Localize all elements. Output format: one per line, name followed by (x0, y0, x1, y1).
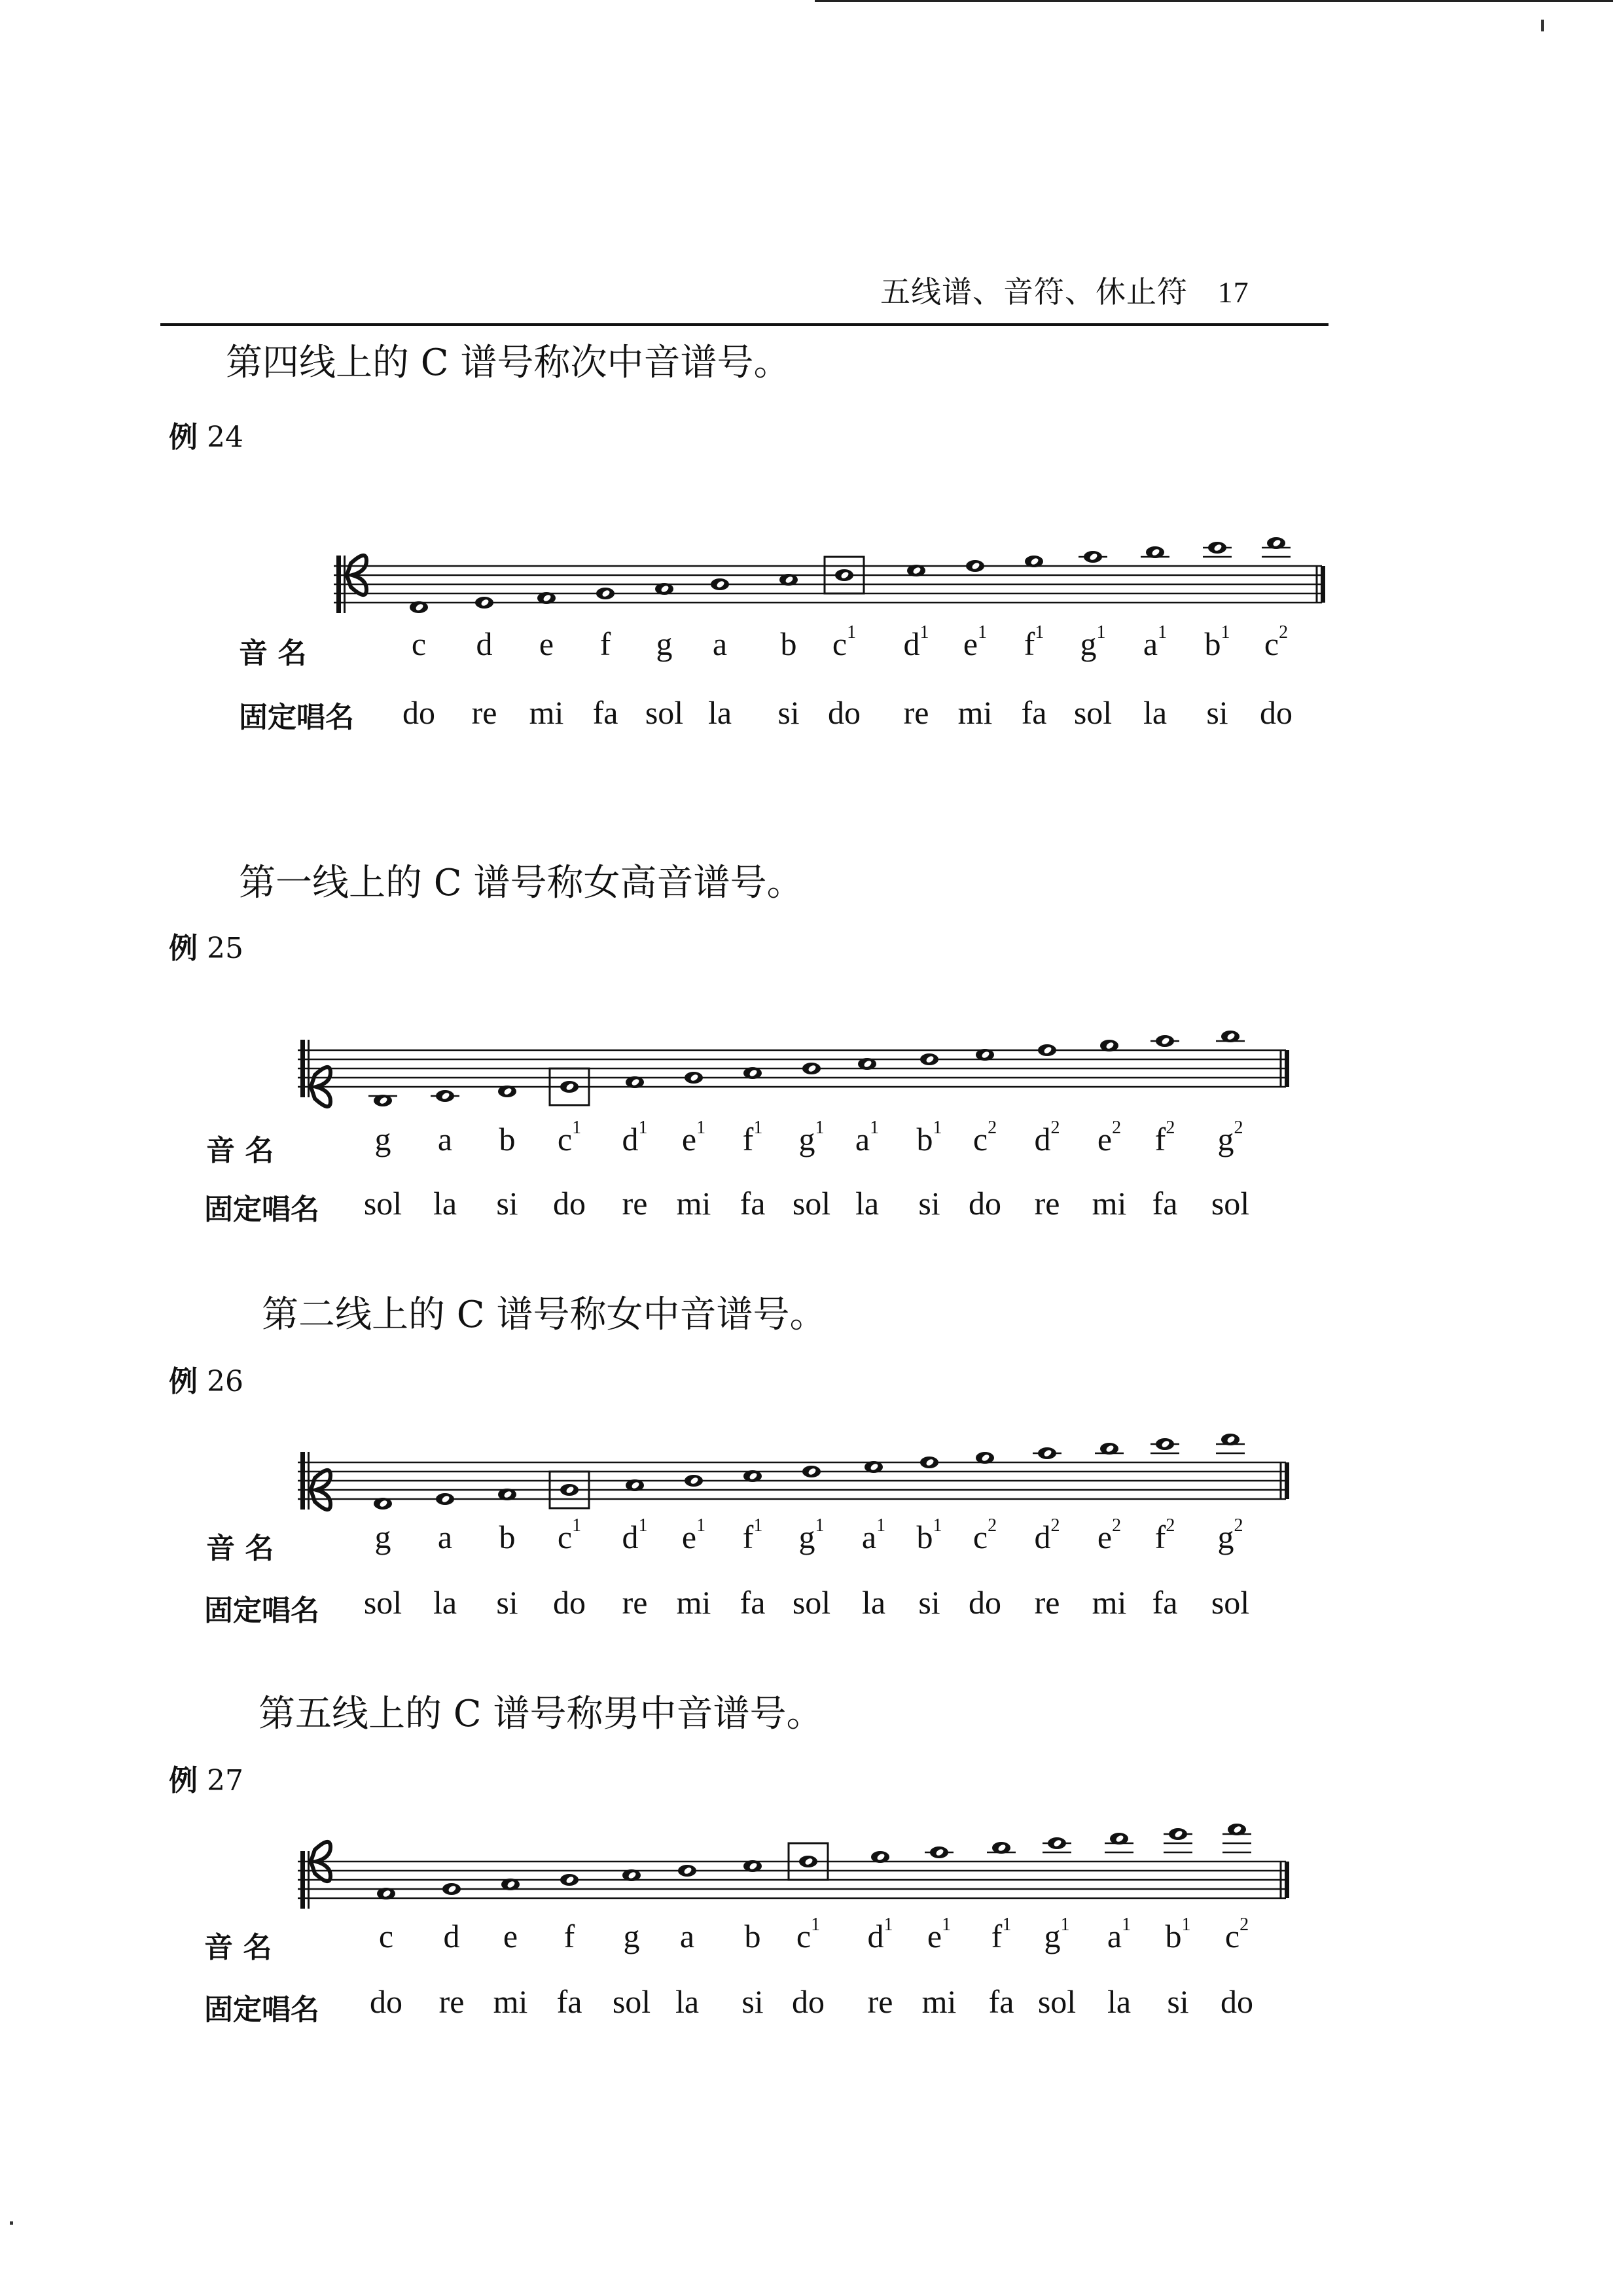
note-name: a (437, 1519, 453, 1555)
whole-note (743, 1470, 762, 1482)
solfege-syllable: re (622, 1584, 648, 1621)
solfege-syllable: do (828, 694, 861, 731)
note-name: b (499, 1121, 516, 1157)
whole-note (865, 1461, 883, 1473)
whole-note (442, 1883, 461, 1895)
whole-note (992, 1842, 1010, 1854)
note-name: $f^1$ (1024, 622, 1044, 662)
whole-note (779, 574, 798, 586)
whole-note (1267, 537, 1285, 549)
solfege-syllable: do (553, 1584, 586, 1621)
final-barline (1285, 1050, 1289, 1087)
whole-note (596, 588, 615, 599)
note-name: $f^1$ (742, 1515, 763, 1555)
whole-note (678, 1865, 696, 1877)
music-staff-24 (334, 497, 1342, 628)
note-name: $g^1$ (798, 1118, 825, 1157)
solfege-syllable: sol (363, 1584, 402, 1621)
note-name: $f^2$ (1154, 1118, 1175, 1157)
whole-note (410, 601, 428, 613)
note-name: a (712, 626, 728, 662)
note-name: $c^2$ (972, 1515, 997, 1555)
note-name: $c^2$ (972, 1118, 997, 1157)
solfege-syllable: mi (921, 1983, 957, 2020)
note-name: a (679, 1918, 695, 1954)
note-name: g (623, 1918, 640, 1954)
header-title: 五线谱、音符、休止符 (880, 274, 1188, 309)
whole-note (501, 1879, 520, 1890)
solfege-syllable: fa (1152, 1185, 1178, 1222)
music-staff-25 (298, 981, 1306, 1112)
whole-note (966, 560, 984, 572)
highlighted-whole-note (799, 1856, 817, 1867)
whole-note (920, 1457, 938, 1468)
solfege-syllable: fa (1152, 1584, 1178, 1621)
note-name-label: 音 名 (239, 637, 307, 670)
note-names-row-24 (0, 622, 1623, 671)
whole-note (498, 1489, 516, 1500)
note-name: f (563, 1918, 575, 1954)
note-name: e (503, 1918, 518, 1954)
solfege-syllable: fa (1021, 694, 1047, 731)
note-name: $g^1$ (1044, 1915, 1070, 1954)
solfege-syllable: si (1206, 694, 1228, 731)
note-name: $e^1$ (963, 622, 988, 662)
solfege-syllable: la (861, 1584, 886, 1621)
solfege-syllable: sol (1073, 694, 1113, 731)
solfege-row-26 (0, 1583, 1623, 1629)
solfege-row-27 (0, 1983, 1623, 2028)
final-barline (1321, 566, 1325, 603)
solfege-row-25 (0, 1184, 1623, 1230)
note-name: $e^2$ (1097, 1118, 1122, 1157)
solfege-label: 固定唱名 (204, 1993, 319, 2026)
solfege-syllable: re (438, 1983, 465, 2020)
solfege-syllable: do (553, 1185, 586, 1222)
solfege-syllable: si (777, 694, 800, 731)
whole-note (1110, 1833, 1128, 1845)
example-number: 26 (207, 1365, 243, 1398)
whole-note (976, 1049, 994, 1061)
whole-note (1221, 1031, 1240, 1042)
note-name: a (437, 1121, 453, 1157)
note-name: $e^2$ (1097, 1515, 1122, 1555)
whole-note (560, 1874, 579, 1886)
solfege-syllable: re (867, 1983, 893, 2020)
whole-note (1048, 1837, 1066, 1849)
solfege-syllable: si (496, 1185, 518, 1222)
example-label-27 (169, 1757, 243, 1799)
note-name: $b^1$ (1165, 1915, 1191, 1954)
scan-speck (10, 2221, 13, 2225)
note-names-row-25 (0, 1120, 1623, 1166)
example-word: 例 (169, 421, 198, 454)
solfege-syllable: sol (792, 1185, 831, 1222)
note-name: $e^1$ (681, 1118, 706, 1157)
note-name: g (374, 1519, 391, 1555)
page-number: 17 (1217, 275, 1249, 309)
note-name: g (374, 1121, 391, 1157)
note-name: $c^1$ (832, 622, 857, 662)
solfege-syllable: la (1143, 694, 1168, 731)
note-name: $e^1$ (681, 1515, 706, 1555)
note-name: d (476, 626, 493, 662)
caption-example-25: 第一线上的 C 谱号称女高音谱号。 (239, 862, 804, 904)
final-barline (1285, 1462, 1289, 1499)
solfege-syllable: do (370, 1983, 402, 2020)
whole-note (622, 1869, 641, 1881)
whole-note (1221, 1434, 1240, 1445)
whole-note (436, 1493, 454, 1505)
solfege-syllable: fa (740, 1185, 766, 1222)
note-name: $e^1$ (927, 1915, 952, 1954)
note-names-row-26 (0, 1515, 1623, 1564)
whole-note (1228, 1824, 1246, 1835)
solfege-syllable: sol (1037, 1983, 1077, 2020)
note-name: $c^1$ (557, 1118, 582, 1157)
solfege-syllable: re (1034, 1584, 1060, 1621)
note-name: $g^2$ (1217, 1515, 1243, 1555)
solfege-syllable: mi (676, 1584, 711, 1621)
solfege-syllable: do (1260, 694, 1293, 731)
note-name: $g^2$ (1217, 1118, 1243, 1157)
solfege-syllable: do (402, 694, 435, 731)
note-name: e (539, 626, 554, 662)
solfege-syllable: re (471, 694, 497, 731)
solfege-syllable: fa (592, 694, 618, 731)
note-name: $d^1$ (867, 1915, 893, 1954)
whole-note (1208, 542, 1226, 554)
whole-note (1146, 546, 1164, 558)
note-name: $c^1$ (796, 1915, 821, 1954)
note-name: $b^1$ (916, 1118, 942, 1157)
note-name: $c^2$ (1264, 622, 1289, 662)
solfege-label: 固定唱名 (204, 1594, 319, 1627)
solfege-syllable: sol (612, 1983, 651, 2020)
whole-note (976, 1452, 994, 1464)
example-word: 例 (169, 1365, 198, 1398)
solfege-syllable: la (433, 1584, 457, 1621)
note-name: $d^1$ (622, 1515, 648, 1555)
note-name: $g^1$ (798, 1515, 825, 1555)
note-name: $c^1$ (557, 1515, 582, 1555)
example-word: 例 (169, 1764, 198, 1797)
whole-note (1100, 1443, 1118, 1455)
edge-mark (1541, 20, 1544, 31)
highlighted-whole-note (560, 1081, 579, 1093)
note-name: $a^1$ (1107, 1915, 1132, 1954)
solfege-syllable: sol (792, 1584, 831, 1621)
whole-note (743, 1067, 762, 1079)
whole-note (1169, 1828, 1187, 1840)
whole-note (1100, 1040, 1118, 1051)
solfege-syllable: si (918, 1584, 940, 1621)
note-name: $d^2$ (1034, 1118, 1060, 1157)
note-name: g (656, 626, 673, 662)
note-name: $a^1$ (861, 1515, 886, 1555)
solfege-syllable: sol (363, 1185, 402, 1222)
note-name: b (780, 626, 797, 662)
example-label-25 (169, 925, 243, 966)
music-staff-26 (298, 1407, 1306, 1525)
whole-note (920, 1053, 938, 1065)
solfege-syllable: mi (529, 694, 564, 731)
whole-note (871, 1851, 889, 1863)
example-label-26 (169, 1358, 243, 1400)
note-name-label: 音 名 (204, 1931, 272, 1964)
whole-note (1156, 1438, 1174, 1450)
whole-note (711, 578, 729, 590)
solfege-syllable: si (741, 1983, 764, 2020)
solfege-syllable: si (1167, 1983, 1189, 2020)
note-name: $g^1$ (1080, 622, 1106, 662)
whole-note (802, 1063, 821, 1074)
note-name: $f^2$ (1154, 1515, 1175, 1555)
whole-note (685, 1072, 703, 1084)
whole-note (1156, 1035, 1174, 1047)
whole-note (655, 583, 673, 595)
solfege-syllable: re (1034, 1185, 1060, 1222)
whole-note (802, 1466, 821, 1477)
example-word: 例 (169, 932, 198, 965)
music-staff-27 (298, 1780, 1306, 1911)
solfege-syllable: mi (957, 694, 993, 731)
whole-note (377, 1888, 395, 1899)
solfege-syllable: la (675, 1983, 700, 2020)
example-number: 24 (207, 421, 243, 454)
whole-note (858, 1058, 876, 1070)
whole-note (537, 592, 556, 604)
solfege-syllable: mi (1092, 1185, 1127, 1222)
solfege-label: 固定唱名 (239, 701, 354, 734)
whole-note (475, 597, 493, 609)
note-names-row-27 (0, 1917, 1623, 1963)
note-name: d (443, 1918, 460, 1954)
caption-example-27: 第五线上的 C 谱号称男中音谱号。 (259, 1693, 823, 1735)
note-name: $d^2$ (1034, 1515, 1060, 1555)
note-name: c (411, 626, 427, 662)
note-name: b (744, 1918, 761, 1954)
solfege-syllable: do (969, 1584, 1001, 1621)
highlighted-whole-note (560, 1484, 579, 1496)
whole-note (907, 565, 925, 576)
solfege-syllable: mi (493, 1983, 528, 2020)
solfege-syllable: si (918, 1185, 940, 1222)
example-label-24 (169, 414, 243, 455)
highlighted-whole-note (835, 569, 853, 581)
whole-note (498, 1086, 516, 1097)
note-name-label: 音 名 (206, 1134, 274, 1167)
note-name: $d^1$ (903, 622, 929, 662)
whole-note (374, 1498, 392, 1510)
whole-note (436, 1090, 454, 1102)
solfege-syllable: la (855, 1185, 880, 1222)
solfege-syllable: la (707, 694, 732, 731)
whole-note (1038, 1044, 1056, 1056)
note-name: $a^1$ (855, 1118, 880, 1157)
note-name: $d^1$ (622, 1118, 648, 1157)
whole-note (626, 1076, 644, 1088)
solfege-syllable: sol (645, 694, 684, 731)
note-name: $a^1$ (1143, 622, 1168, 662)
whole-note (743, 1860, 762, 1872)
solfege-syllable: do (792, 1983, 825, 2020)
note-name: $b^1$ (1204, 622, 1230, 662)
header-rule (160, 323, 1329, 326)
solfege-syllable: mi (1092, 1584, 1127, 1621)
solfege-syllable: la (1107, 1983, 1132, 2020)
solfege-row-24 (0, 694, 1623, 739)
note-name: $c^2$ (1224, 1915, 1249, 1954)
solfege-syllable: fa (556, 1983, 582, 2020)
example-number: 27 (207, 1764, 243, 1797)
whole-note (374, 1095, 392, 1106)
solfege-syllable: sol (1211, 1584, 1250, 1621)
solfege-syllable: sol (1211, 1185, 1250, 1222)
whole-note (1038, 1447, 1056, 1459)
solfege-syllable: mi (676, 1185, 711, 1222)
top-edge-rule (815, 0, 1613, 2)
solfege-syllable: fa (988, 1983, 1014, 2020)
solfege-syllable: do (969, 1185, 1001, 1222)
whole-note (930, 1846, 948, 1858)
note-name: c (378, 1918, 394, 1954)
note-name-label: 音 名 (206, 1532, 274, 1565)
solfege-syllable: la (433, 1185, 457, 1222)
note-name: $b^1$ (916, 1515, 942, 1555)
whole-note (1025, 556, 1043, 567)
solfege-label: 固定唱名 (204, 1193, 319, 1226)
final-barline (1285, 1862, 1289, 1898)
whole-note (626, 1479, 644, 1491)
whole-note (685, 1475, 703, 1487)
solfege-syllable: fa (740, 1584, 766, 1621)
note-name: $f^1$ (991, 1915, 1012, 1954)
solfege-syllable: re (903, 694, 929, 731)
solfege-syllable: do (1221, 1983, 1253, 2020)
note-name: f (599, 626, 611, 662)
whole-note (1084, 551, 1102, 563)
running-header (880, 268, 1249, 311)
example-number: 25 (207, 932, 243, 965)
note-name: $f^1$ (742, 1118, 763, 1157)
caption-example-26: 第二线上的 C 谱号称女中音谱号。 (262, 1294, 827, 1336)
solfege-syllable: si (496, 1584, 518, 1621)
solfege-syllable: re (622, 1185, 648, 1222)
caption-example-24: 第四线上的 C 谱号称次中音谱号。 (226, 342, 791, 384)
note-name: b (499, 1519, 516, 1555)
